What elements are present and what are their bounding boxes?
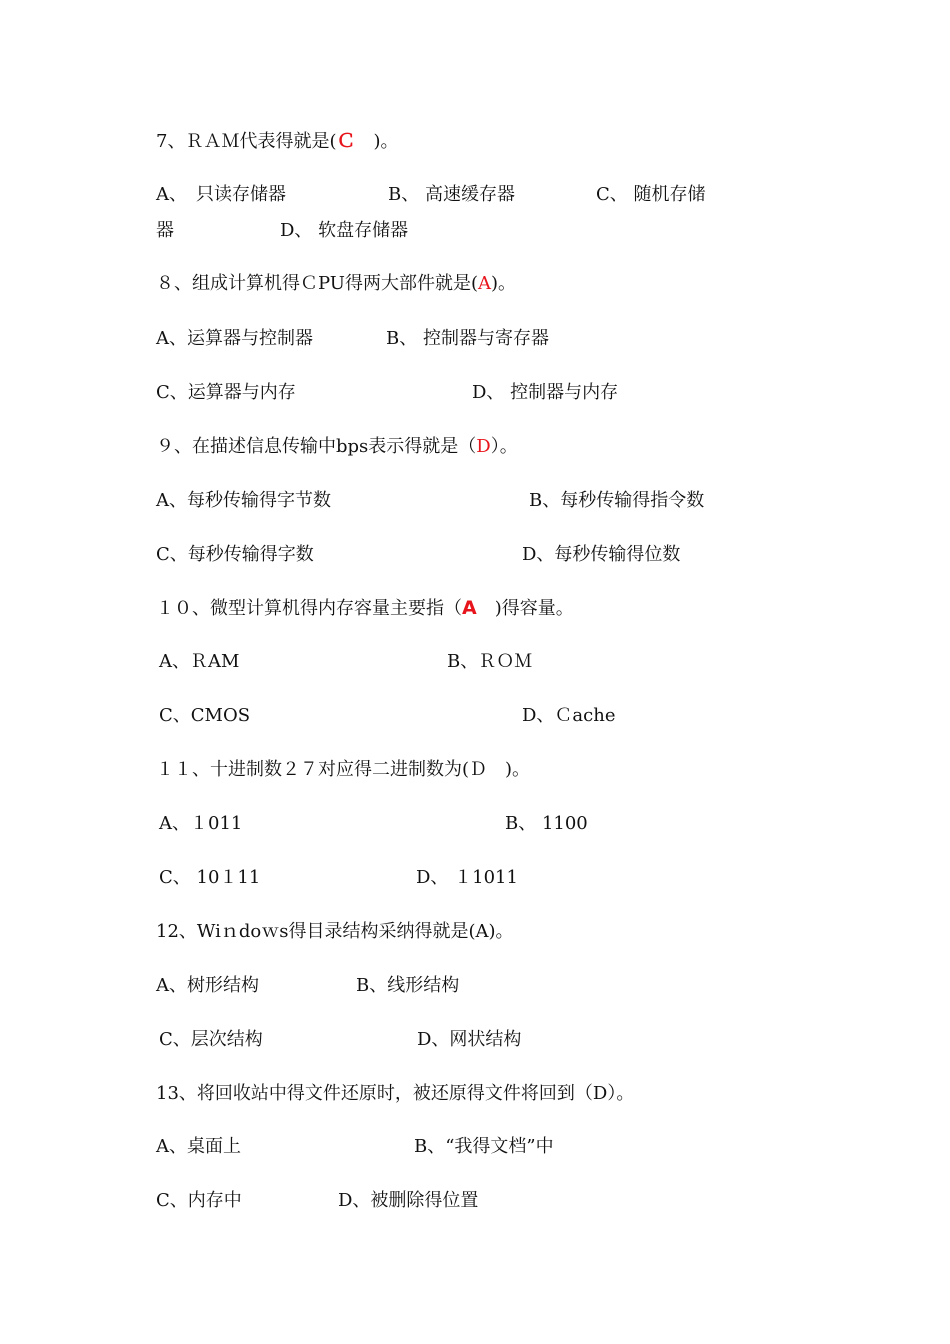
- question-text-end: )。: [355, 131, 399, 152]
- option-a: A、运算器与控制器: [156, 328, 313, 349]
- answer-mark: A: [462, 597, 477, 619]
- option-d: D、 软盘存储器: [280, 220, 409, 241]
- answer-mark: Ｄ: [469, 759, 488, 780]
- question-text: １０、微型计算机得内存容量主要指（: [156, 598, 462, 619]
- option-d: D、每秒传输得位数: [522, 544, 681, 565]
- question-text: ９、在描述信息传输中bps表示得就是（: [156, 436, 477, 457]
- option-c: C、内存中: [156, 1190, 242, 1211]
- question-10: [156, 596, 574, 621]
- answer-mark: A: [478, 273, 491, 294]
- option-b: B、 1100: [505, 813, 588, 834]
- question-text-end: )得容量。: [476, 598, 574, 619]
- option-a: A、１011: [159, 813, 243, 834]
- option-b: B、ＲＯＭ: [447, 651, 533, 672]
- question-text-end: )。: [487, 759, 531, 780]
- option-c: C、 10１11: [159, 867, 261, 888]
- option-a: A、桌面上: [156, 1136, 241, 1157]
- question-9: [156, 435, 518, 459]
- question-12: 12、Wiｎdoｗs得目录结构采纳得就是(A)。: [156, 921, 514, 942]
- option-b: B、每秒传输得指令数: [529, 490, 705, 511]
- question-text: 7、ＲＡＭ代表得就是(: [156, 131, 337, 152]
- option-b: B、“我得文档”中: [414, 1136, 554, 1157]
- option-d: D、 １1011: [416, 867, 518, 888]
- option-b: B、 控制器与寄存器: [386, 328, 549, 349]
- option-c: C、CMOS: [159, 705, 251, 726]
- option-b: B、线形结构: [356, 975, 460, 996]
- question-11: [156, 758, 530, 782]
- option-c: C、层次结构: [159, 1029, 263, 1050]
- option-d: D、网状结构: [417, 1029, 522, 1050]
- option-a: A、每秒传输得字节数: [156, 490, 331, 511]
- option-b: B、 高速缓存器: [388, 184, 515, 205]
- option-a: A、 只读存储器: [156, 184, 286, 205]
- question-13: 13、将回收站中得文件还原时，被还原得文件将回到（D）。: [156, 1083, 635, 1104]
- option-c: C、每秒传输得字数: [156, 544, 314, 565]
- option-c: C、运算器与内存: [156, 382, 296, 403]
- option-a: A、ＲAM: [159, 651, 240, 672]
- question-text: １１、十进制数２７对应得二进制数为(: [156, 759, 470, 780]
- question-text-end: )。: [491, 273, 517, 294]
- question-8: [156, 272, 516, 296]
- option-a: A、树形结构: [156, 975, 259, 996]
- option-c: C、 随机存储: [596, 184, 706, 205]
- option-d: D、 控制器与内存: [472, 382, 619, 403]
- question-text-end: ）。: [490, 436, 518, 457]
- question-text: ８、组成计算机得ＣPU得两大部件就是(: [156, 273, 478, 294]
- option-d: D、Ｃache: [522, 705, 616, 726]
- question-7: [156, 129, 399, 154]
- option-d: D、被删除得位置: [338, 1190, 479, 1211]
- answer-mark: D: [476, 436, 491, 457]
- answer-mark: Ｃ: [336, 130, 356, 152]
- option-c-continued: 器: [156, 220, 174, 241]
